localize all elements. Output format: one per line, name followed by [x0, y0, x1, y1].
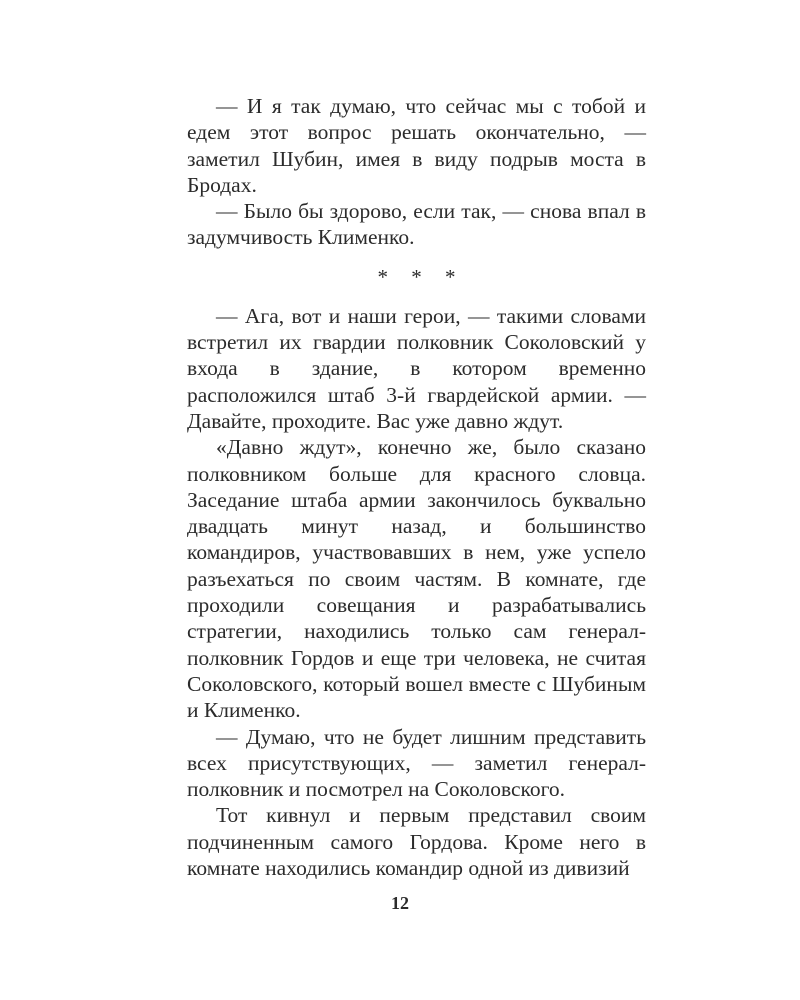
- section-separator: * * *: [377, 264, 465, 289]
- paragraph: Тот кивнул и первым представил своим подчиненным самого Гордова. Кроме него в комнате находились командир одной из дивизий: [187, 803, 646, 881]
- paragraph: — Думаю, что не будет лишним представить всех присутствующих, — заметил генерал-полковник и посмотрел на Соколовского.: [187, 724, 646, 802]
- paragraph: «Давно ждут», конечно же, было сказано полковником больше для красного словца. Заседание штаба армии закончилось буквально двадцать минут назад, и большинство командиров, участвовавших в нем, уже успело разъехаться по своим частям. В комнате, где проходили совещания и разрабатывались стратегии, находились только сам генерал-полковник Гордов и еще три человека, не считая Соколовского, который вошел вместе с Шубиным и Клименко.: [187, 435, 646, 723]
- body-text: [187, 93, 646, 881]
- paragraph: — Ага, вот и наши герои, — такими словами встретил их гвардии полковник Соколовский у входа в здание, в котором временно расположился штаб 3-й гвардейской армии. — Давайте, проходите. Вас уже давно ждут.: [187, 303, 646, 433]
- paragraph: — И я так думаю, что сейчас мы с тобой и едем этот вопрос решать окончательно, — заметил Шубин, имея в виду подрыв моста в Бродах.: [187, 94, 646, 197]
- paragraph: — Было бы здорово, если так, — снова впал в задумчивость Клименко.: [187, 199, 646, 250]
- page-number: 12: [391, 893, 409, 913]
